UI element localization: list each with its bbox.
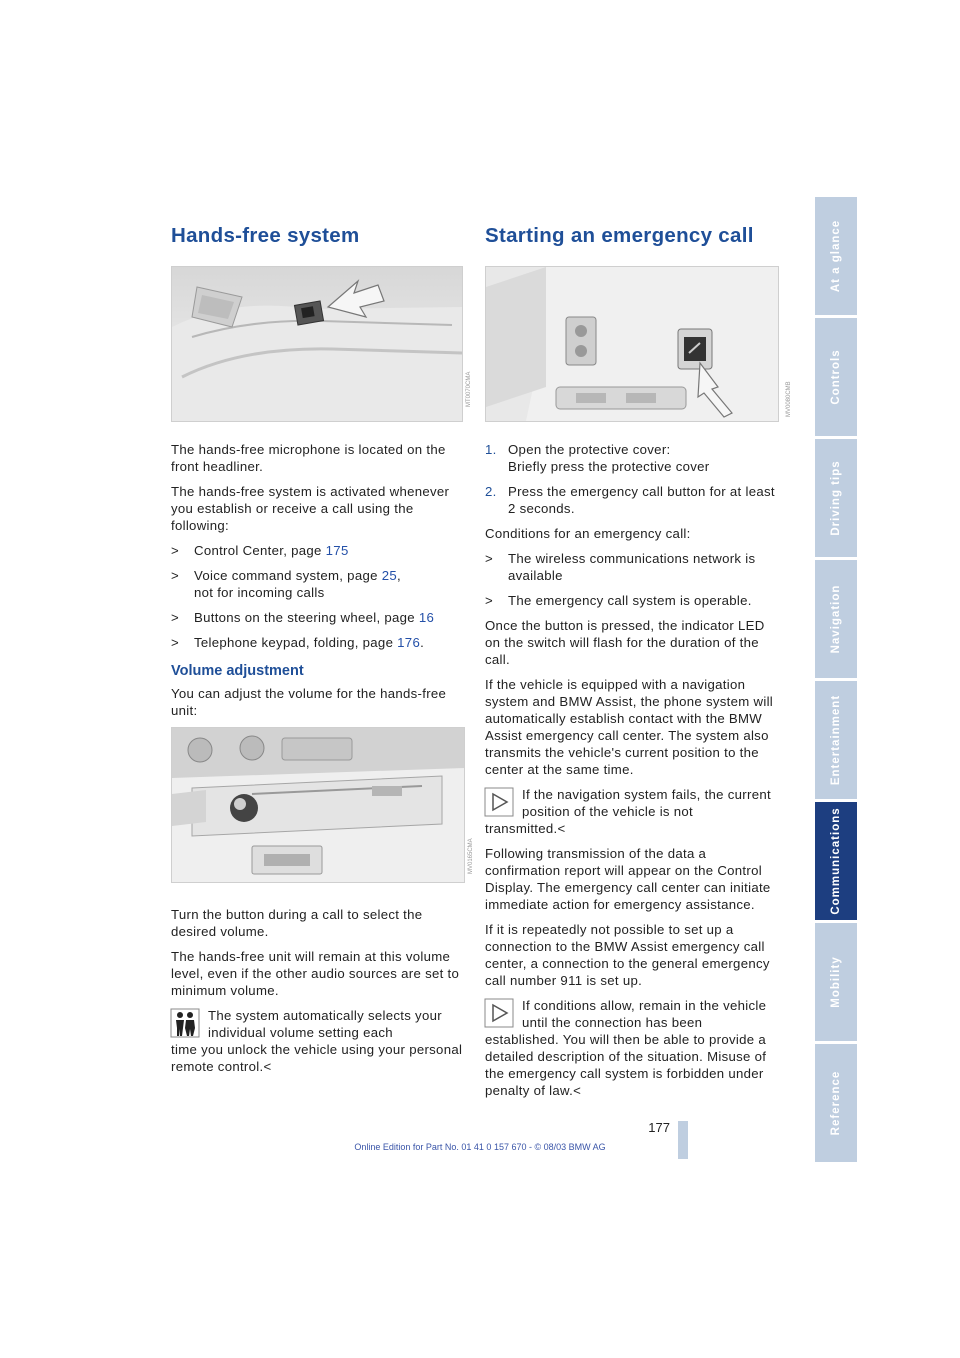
tab-driving-tips[interactable] — [815, 439, 857, 560]
tab-entertainment[interactable] — [815, 681, 857, 802]
note-text-continued: transmitted.< — [485, 821, 566, 836]
emergency-button-figure — [485, 266, 792, 422]
list-item-text: The wireless communications network is available — [508, 551, 756, 583]
list-item — [485, 550, 781, 584]
list-item-text: Buttons on the steering wheel, page — [194, 610, 419, 625]
note-text-continued: established. You will then be able to provide a detailed description of the situation. Misuse of the emergency call system is forbidden under penalty of law.< — [485, 1032, 767, 1098]
headliner-microphone-figure — [171, 266, 472, 422]
paragraph: Following transmission of the data a confirmation report will appear on the Control Display. The emergency call center can initiate immediate action for emergency assistance. — [485, 846, 771, 912]
paragraph: The hands-free unit will remain at this volume level, even if the other audio sources are set to minimum volume. — [171, 949, 460, 998]
list-item — [171, 542, 463, 559]
chapter-tabs — [815, 197, 857, 1165]
tab-label: Navigation — [830, 584, 842, 654]
tab-label: Controls — [830, 349, 842, 405]
figure-code: MT0070CMA — [466, 371, 472, 407]
paragraph: You can adjust the volume for the hands-free unit: — [171, 686, 447, 718]
figure-code: MV0165CMA — [468, 838, 474, 874]
tab-navigation[interactable] — [815, 560, 857, 681]
bullet-marker: > — [171, 543, 180, 558]
tab-label: Reference — [830, 1070, 842, 1136]
note-arrow-icon — [485, 788, 513, 816]
list-item-text: Telephone keypad, folding, page — [194, 635, 398, 650]
subheading-volume-adjustment: Volume adjustment — [171, 663, 304, 679]
section-heading-emergency-call: Starting an emergency call — [485, 224, 754, 247]
right-column — [485, 224, 792, 1107]
section-heading-hands-free: Hands-free system — [171, 224, 360, 247]
left-column — [171, 224, 474, 1083]
tab-controls[interactable] — [815, 318, 857, 439]
page-link[interactable]: 25 — [381, 568, 397, 583]
note-text: The system automatically selects your individual volume setting each — [208, 1008, 442, 1040]
paragraph: The hands-free microphone is located on the front headliner. — [171, 442, 446, 474]
bullet-marker: > — [171, 610, 180, 625]
list-item-text: The emergency call system is operable. — [508, 593, 752, 608]
tab-label: Entertainment — [830, 694, 842, 786]
paragraph: Conditions for an emergency call: — [485, 526, 691, 541]
list-item — [171, 567, 463, 601]
figure-code: MV0080CMB — [786, 381, 792, 417]
step-item — [485, 441, 781, 475]
page-link[interactable]: 175 — [325, 543, 349, 558]
note-text: If the navigation system fails, the current position of the vehicle is not — [522, 787, 771, 819]
navigation-failure-note — [485, 786, 781, 837]
paragraph: Once the button is pressed, the indicator LED on the switch will flash for the duration of the call. — [485, 618, 765, 667]
bullet-marker: > — [171, 635, 180, 650]
headliner-illustration — [172, 267, 462, 421]
paragraph: The hands-free system is activated whenever you establish or receive a call using the following: — [171, 484, 450, 533]
tab-mobility[interactable] — [815, 923, 857, 1044]
tab-at-a-glance[interactable] — [815, 197, 857, 318]
volume-knob-figure — [171, 727, 474, 883]
list-item-text: Control Center, page — [194, 543, 326, 558]
paragraph: Turn the button during a call to select the desired volume. — [171, 907, 423, 939]
tab-label: Mobility — [830, 956, 842, 1008]
tab-label: Communications — [830, 807, 842, 915]
punctuation: , — [396, 568, 401, 583]
list-item-text: Voice command system, page — [194, 568, 382, 583]
list-item — [485, 592, 781, 609]
step-text: Press the emergency call button for at least 2 seconds. — [508, 484, 775, 516]
paragraph: If the vehicle is equipped with a navigation system and BMW Assist, the phone system will automatically establish contact with the BMW Assist emergency call center. The system also transmits the vehicle's current position to the center at the same time. — [485, 677, 774, 777]
bullet-marker: > — [171, 568, 180, 583]
page-link[interactable]: 16 — [418, 610, 435, 625]
note-text: If conditions allow, remain in the vehicle until the connection has been — [522, 998, 767, 1030]
step-number: 2. — [485, 484, 497, 499]
footer-edition-text: Online Edition for Part No. 01 41 0 157 670 - © 08/03 BMW AG — [354, 1142, 606, 1152]
tab-communications[interactable] — [815, 802, 857, 923]
personal-profile-icon — [171, 1009, 199, 1037]
step-text-line2: Briefly press the protective cover — [508, 459, 710, 474]
step-number: 1. — [485, 442, 497, 457]
list-item — [171, 609, 463, 626]
note-arrow-icon — [485, 999, 513, 1027]
page-number: 177 — [648, 1120, 670, 1135]
paragraph: If it is repeatedly not possible to set up a connection to the BMW Assist emergency call center, a connection to the general emergency call number 911 is set up. — [485, 922, 770, 988]
bullet-marker: > — [485, 551, 494, 566]
tab-label: Driving tips — [830, 460, 842, 536]
page-number-bar — [678, 1121, 688, 1159]
overhead-console-illustration — [486, 267, 778, 421]
personalization-note — [171, 1007, 463, 1075]
page-link[interactable]: 176 — [397, 635, 421, 650]
punctuation: . — [420, 635, 425, 650]
bullet-marker: > — [485, 593, 494, 608]
note-text-continued: time you unlock the vehicle using your personal remote control.< — [171, 1042, 463, 1074]
list-item-text-line2: not for incoming calls — [194, 585, 325, 600]
remain-in-vehicle-note — [485, 997, 781, 1099]
step-item — [485, 483, 781, 517]
dashboard-illustration — [172, 728, 464, 882]
tab-label: At a glance — [830, 219, 842, 293]
list-item — [171, 634, 463, 651]
step-text: Open the protective cover: — [508, 442, 671, 457]
